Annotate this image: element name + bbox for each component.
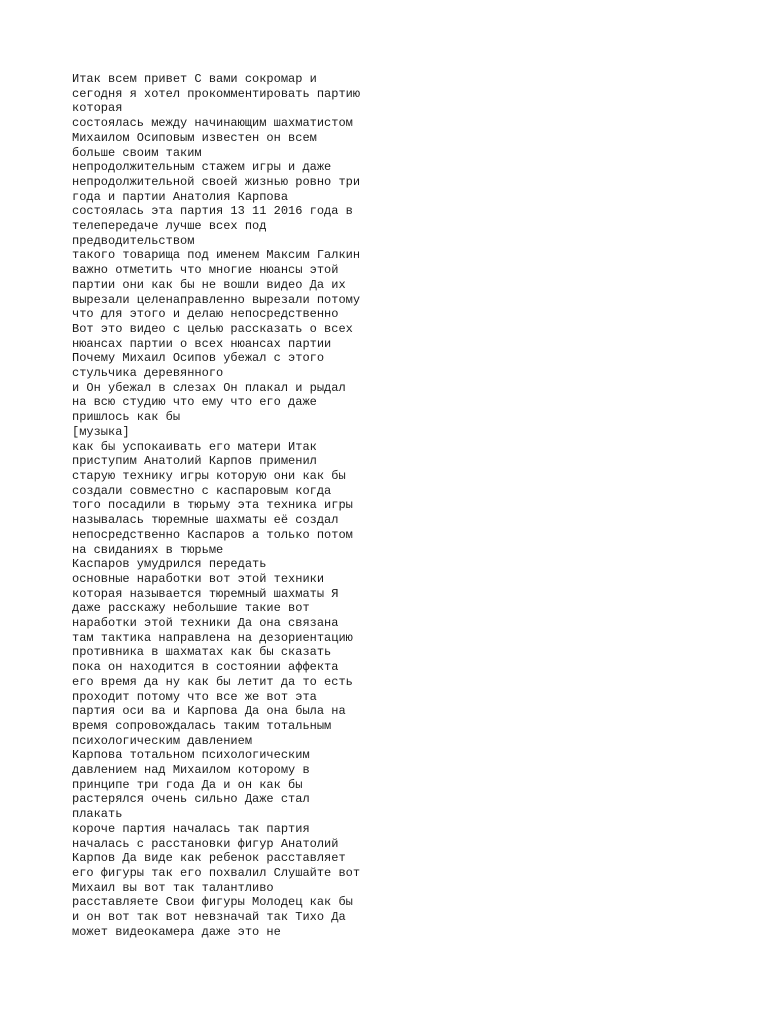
transcript-text: [72, 72, 382, 939]
transcript-line: больше своим таким: [72, 145, 202, 160]
transcript-line: основные наработки вот этой техники: [72, 571, 325, 586]
transcript-line: непосредственно Каспаров а только потом: [72, 527, 353, 542]
transcript-line: Почему Михаил Осипов убежал с этого: [72, 351, 325, 366]
transcript-line: состоялась между начинающим шахматистом: [72, 116, 353, 131]
transcript-line: Вот это видео с целью рассказать о всех: [72, 321, 353, 336]
transcript-line: наработки этой техники Да она связана: [72, 616, 339, 631]
transcript-line: пока он находится в состоянии аффекта: [72, 660, 339, 675]
transcript-line: как бы успокаивать его матери Итак: [72, 439, 317, 454]
transcript-line: его время да ну как бы летит да то есть: [72, 674, 353, 689]
transcript-line: на свиданиях в тюрьме: [72, 542, 224, 557]
transcript-line: даже расскажу небольшие такие вот: [72, 601, 310, 616]
transcript-line: такого товарища под именем Максим Галкин: [72, 248, 361, 263]
transcript-line: года и партии Анатолия Карпова: [72, 189, 289, 204]
transcript-line: стульчика деревянного: [72, 366, 224, 381]
transcript-line: психологическим давлением: [72, 733, 253, 748]
transcript-line: непродолжительной своей жизнью ровно три: [72, 174, 361, 189]
transcript-line: называлась тюремные шахматы её создал: [72, 513, 339, 528]
transcript-line: состоялась эта партия 13 11 2016 года в: [72, 204, 353, 219]
transcript-line: которая: [72, 101, 123, 116]
transcript-line: Каспаров умудрился передать: [72, 557, 267, 572]
transcript-line: давлением над Михаилом которому в: [72, 763, 310, 778]
transcript-line: непродолжительным стажем игры и даже: [72, 160, 332, 175]
transcript-line: предводительством: [72, 233, 195, 248]
transcript-line: Итак всем привет С вами сокромар и: [72, 72, 317, 86]
transcript-line: сегодня я хотел прокомментировать партию: [72, 86, 361, 101]
transcript-line: вырезали целенаправленно вырезали потому: [72, 292, 361, 307]
transcript-line: проходит потому что все же вот эта: [72, 689, 317, 704]
transcript-line: что для этого и делаю непосредственно: [72, 307, 339, 322]
transcript-line: приступим Анатолий Карпов применил: [72, 454, 317, 469]
transcript-line: и Он убежал в слезах Он плакал и рыдал: [72, 380, 346, 395]
transcript-line: противника в шахматах как бы сказать: [72, 645, 332, 660]
transcript-line: телепередаче лучше всех под: [72, 219, 267, 234]
transcript-line: его фигуры так его похвалил Слушайте вот: [72, 865, 361, 880]
transcript-line: старую технику игры которую они как бы: [72, 468, 346, 483]
transcript-line: которая называется тюремный шахматы Я: [72, 586, 339, 601]
transcript-line: и он вот так вот невзначай так Тихо Да: [72, 910, 346, 925]
transcript-line: создали совместно с каспаровым когда: [72, 483, 332, 498]
transcript-line: принципе три года Да и он как бы: [72, 777, 303, 792]
transcript-line: важно отметить что многие нюансы этой: [72, 263, 339, 278]
transcript-line: расставляете Свои фигуры Молодец как бы: [72, 895, 353, 910]
transcript-line: Карпова тотальном психологическим: [72, 748, 310, 763]
transcript-line: началась с расстановки фигур Анатолий: [72, 836, 339, 851]
transcript-line: пришлось как бы: [72, 410, 181, 425]
transcript-line: партии они как бы не вошли видео Да их: [72, 277, 346, 292]
transcript-line: там тактика направлена на дезориентацию: [72, 630, 353, 645]
transcript-line: плакать: [72, 807, 123, 822]
transcript-line: нюансах партии о всех нюансах партии: [72, 336, 332, 351]
transcript-line: растерялся очень сильно Даже стал: [72, 792, 310, 807]
transcript-line: короче партия началась так партия: [72, 821, 310, 836]
transcript-line: может видеокамера даже это не: [72, 924, 281, 939]
transcript-line: партия оси ва и Карпова Да она была на: [72, 704, 346, 719]
transcript-line: [музыка]: [72, 424, 130, 439]
transcript-line: Михаилом Осиповым известен он всем: [72, 130, 317, 145]
transcript-line: Карпов Да виде как ребенок расставляет: [72, 851, 346, 866]
transcript-line: время сопровождалась таким тотальным: [72, 718, 332, 733]
transcript-line: того посадили в тюрьму эта техника игры: [72, 498, 353, 513]
transcript-line: Михаил вы вот так талантливо: [72, 880, 274, 895]
transcript-line: на всю студию что ему что его даже: [72, 395, 317, 410]
